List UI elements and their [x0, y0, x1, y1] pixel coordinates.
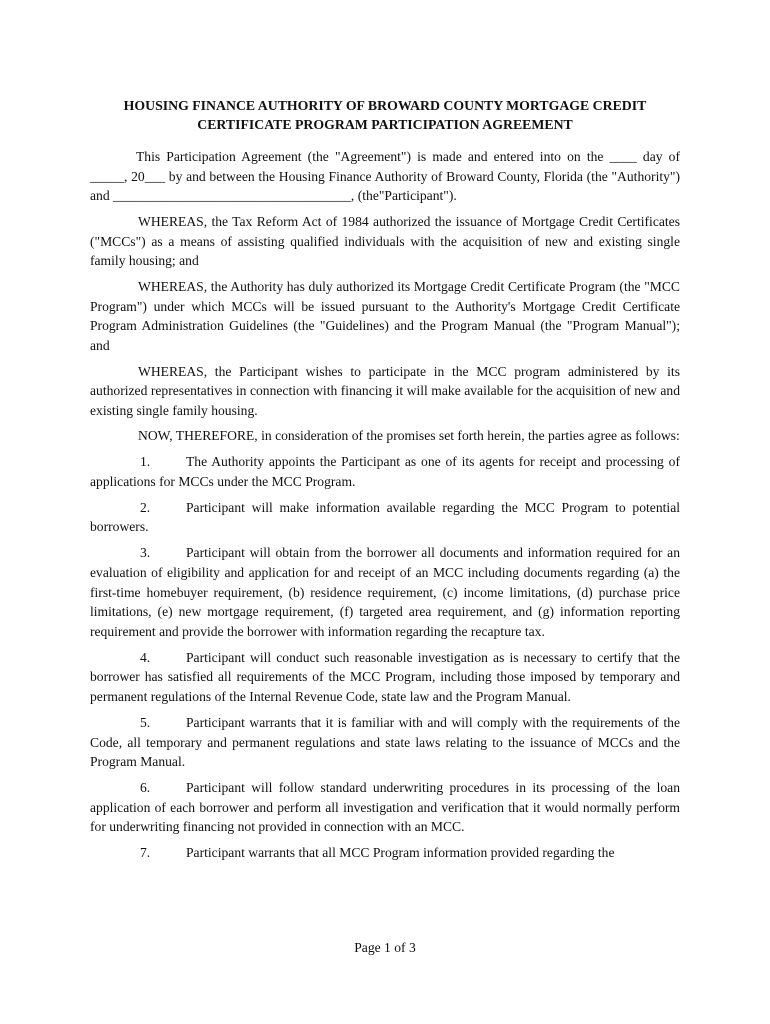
whereas-paragraph-2: WHEREAS, the Authority has duly authorized its Mortgage Credit Certificate Program (the "MCC Program") under which MCCs will be issued pursuant to the Authority's Mortgage Credit Certificate Program Administration Guidelines (the "Guidelines) and the Program Manual (the "Program Manual"); and	[90, 278, 680, 353]
agreement-item-2	[90, 498, 680, 537]
item-number: 2.	[140, 499, 151, 515]
item-text: Participant warrants that it is familiar with and will comply with the requirements of the Code, all temporary and permanent regulations and state laws relating to the issuance of MCCs and the Program Manual.	[90, 714, 680, 770]
item-number: 6.	[140, 780, 151, 796]
item-text: Participant warrants that all MCC Program information provided regarding the	[186, 845, 615, 861]
item-text: Participant will make information available regarding the MCC Program to potential borrowers.	[90, 499, 680, 535]
item-number: 1.	[140, 454, 151, 470]
intro-paragraph: This Participation Agreement (the "Agreement") is made and entered into on the ____ day of _____, 20___ by and between the Housing Finance Authority of Broward County, Florida (the "Authority") and ___________________________________, (the"Participant").	[90, 149, 680, 204]
agreement-item-1	[90, 452, 680, 491]
title-line-2: CERTIFICATE PROGRAM PARTICIPATION AGREEMENT	[197, 117, 573, 132]
item-number: 5.	[140, 714, 151, 730]
agreement-item-3	[90, 543, 680, 641]
item-number: 3.	[140, 545, 151, 561]
agreement-item-6	[90, 778, 680, 837]
whereas-paragraph-3: WHEREAS, the Participant wishes to participate in the MCC program administered by its authorized representatives in connection with financing it will make available for the acquisition of new and existing single family housing.	[90, 363, 680, 418]
title-line-1: HOUSING FINANCE AUTHORITY OF BROWARD COUNTY MORTGAGE CREDIT	[123, 98, 647, 113]
document-title	[90, 96, 680, 134]
item-text: Participant will follow standard underwriting procedures in its processing of the loan application of each borrower and perform all investigation and verification that it would normally perform for underwriting financing not provided in connection with an MCC.	[90, 780, 680, 835]
item-text: Participant will obtain from the borrower all documents and information required for an evaluation of eligibility and application for and receipt of an MCC including documents regarding (a) the first-time homebuyer requirement, (b) residence requirement, (c) income limitations, (d) purchase price limitations, (e) new mortgage requirement, (f) targeted area requirement, and (g) information reporting requirement and provide the borrower with information regarding the recapture tax.	[90, 545, 680, 639]
agreement-item-7	[90, 843, 680, 863]
item-text: The Authority appoints the Participant as one of its agents for receipt and processing of applications for MCCs under the MCC Program.	[90, 454, 680, 489]
whereas-paragraph-1: WHEREAS, the Tax Reform Act of 1984 authorized the issuance of Mortgage Credit Certificates ("MCCs") as a means of assisting qualified individuals with the acquisition of new and existing single family housing; and	[90, 213, 680, 269]
item-text: Participant will conduct such reasonable investigation as is necessary to certify that the borrower has satisfied all requirements of the MCC Program, including those imposed by temporary and permanent regulations of the Internal Revenue Code, state law and the Program Manual.	[90, 649, 680, 704]
agreement-item-4	[90, 648, 680, 707]
item-number: 4.	[140, 649, 151, 665]
page-number-footer: Page 1 of 3	[354, 940, 416, 955]
now-therefore-paragraph: NOW, THEREFORE, in consideration of the promises set forth herein, the parties agree as follows:	[138, 428, 680, 444]
item-number: 7.	[140, 845, 151, 861]
document-body	[90, 96, 680, 869]
agreement-item-5	[90, 713, 680, 772]
